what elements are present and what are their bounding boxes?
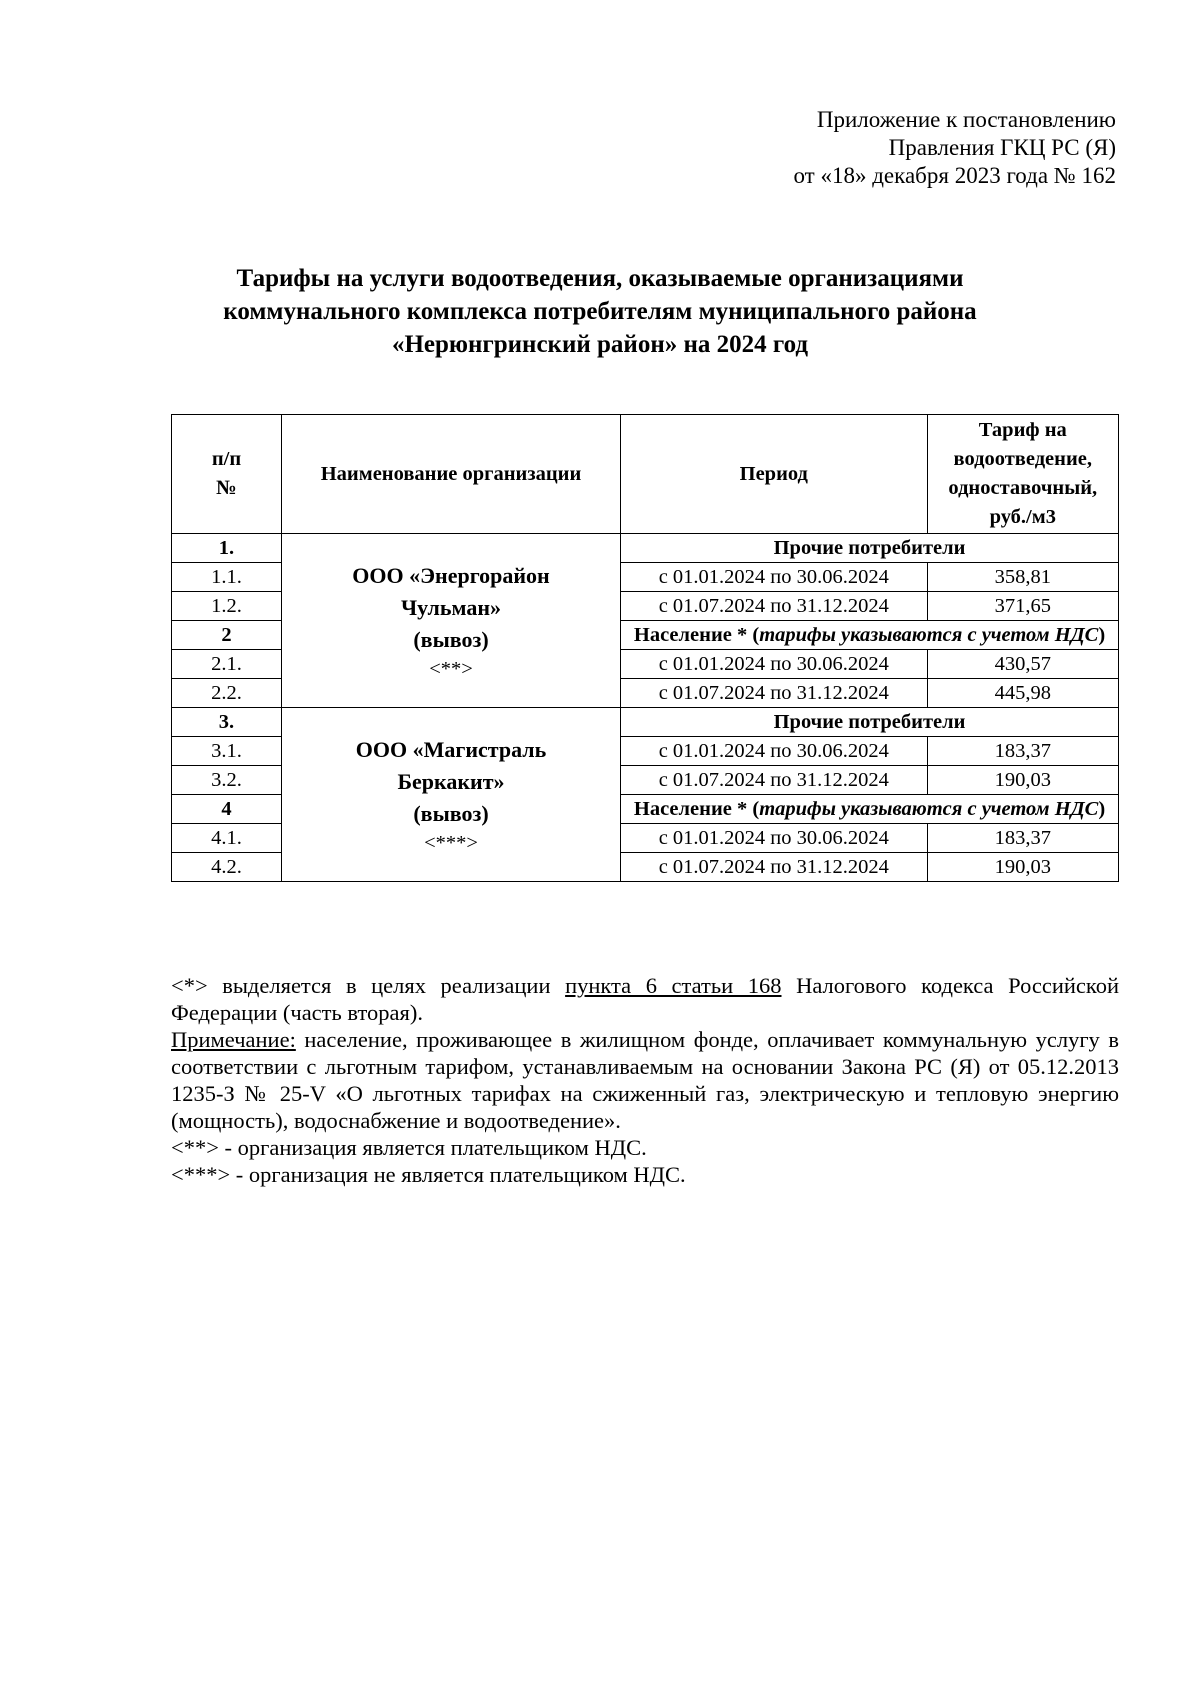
organization-vat-mark: <***> [424, 831, 478, 854]
period-cell: с 01.07.2024 по 31.12.2024 [621, 679, 928, 708]
period-cell: с 01.01.2024 по 30.06.2024 [621, 563, 928, 592]
section-heading-bold: Население * ( [633, 798, 760, 820]
period-cell: с 01.01.2024 по 30.06.2024 [621, 824, 928, 853]
appendix-header-line-2: Правления ГКЦ РС (Я) [888, 135, 1116, 160]
section-heading: Прочие потребители [621, 534, 1119, 563]
document-title [140, 262, 1060, 361]
tariff-cell: 183,37 [927, 737, 1118, 766]
table-row [172, 534, 1119, 563]
organization-cell [281, 534, 620, 708]
remark-label: Примечание: [171, 1027, 296, 1052]
appendix-header [793, 106, 1116, 190]
organization-name-line-2: Чульман» [400, 594, 502, 620]
footnote-vat-prefix: <*> выделяется в целях реализации [171, 973, 566, 998]
organization-name-line-1: ООО «Энергорайон [352, 562, 550, 588]
row-number: 2.2. [172, 679, 282, 708]
organization-name-line-3: (вывоз) [413, 800, 489, 826]
row-number: 1.2. [172, 592, 282, 621]
document-title-line-1: Тарифы на услуги водоотведения, оказываемые организациями [236, 265, 964, 292]
document-title-line-3: «Нерюнгринский район» на 2024 год [391, 331, 809, 358]
header-number-line-1: п/п [211, 448, 242, 470]
tariff-table [171, 414, 1119, 882]
organization-vat-mark: <**> [429, 657, 473, 680]
tariff-cell: 371,65 [927, 592, 1118, 621]
period-cell: с 01.07.2024 по 31.12.2024 [621, 853, 928, 882]
period-cell: с 01.07.2024 по 31.12.2024 [621, 592, 928, 621]
table-header-row [172, 415, 1119, 534]
row-number: 3.2. [172, 766, 282, 795]
header-tariff: Тариф на водоотведение, одноставочный, руб./м3 [927, 415, 1118, 534]
tariff-cell: 430,57 [927, 650, 1118, 679]
section-heading [621, 621, 1119, 650]
row-number: 3. [172, 708, 282, 737]
row-number: 2.1. [172, 650, 282, 679]
period-cell: с 01.01.2024 по 30.06.2024 [621, 650, 928, 679]
remark-text: население, проживающее в жилищном фонде, оплачивает коммунальную услугу в соответствии с льготным тарифом, устанавливаемым на основании Закона РС (Я) от 05.12.2013 1235-З № 25-V «О льготных тарифах на сжиженный газ, электрическую и тепловую энергию (мощность), водоснабжение и водоотведение». [171, 1027, 1119, 1133]
row-number: 3.1. [172, 737, 282, 766]
period-cell: с 01.01.2024 по 30.06.2024 [621, 737, 928, 766]
section-heading-italic: тарифы указываются с учетом НДС [759, 798, 1099, 820]
section-heading-italic: тарифы указываются с учетом НДС [759, 624, 1099, 646]
tax-code-link[interactable]: пункта 6 статьи 168 [565, 973, 782, 998]
row-number: 1. [172, 534, 282, 563]
organization-name-line-2: Беркакит» [397, 768, 505, 794]
row-number: 4 [172, 795, 282, 824]
appendix-header-line-1: Приложение к постановлению [816, 107, 1116, 132]
period-cell: с 01.07.2024 по 31.12.2024 [621, 766, 928, 795]
footnote-vat-nonpayer: <***> - организация не является плательщиком НДС. [171, 1162, 686, 1187]
header-organization: Наименование организации [281, 415, 620, 534]
organization-cell [281, 708, 620, 882]
row-number: 4.1. [172, 824, 282, 853]
footnote-vat [171, 972, 1119, 1026]
footnote-vat-payer: <**> - организация является плательщиком НДС. [171, 1135, 647, 1160]
organization-name-line-1: ООО «Магистраль [355, 736, 547, 762]
tariff-cell: 445,98 [927, 679, 1118, 708]
appendix-header-line-3: от «18» декабря 2023 года № 162 [793, 163, 1116, 188]
table-row [172, 708, 1119, 737]
document-title-line-2: коммунального комплекса потребителям муниципального района [223, 298, 977, 325]
section-heading [621, 795, 1119, 824]
section-heading-close: ) [1098, 624, 1106, 646]
tariff-cell: 190,03 [927, 766, 1118, 795]
footnote-remark [171, 1026, 1119, 1134]
tariff-cell: 183,37 [927, 824, 1118, 853]
section-heading: Прочие потребители [621, 708, 1119, 737]
footnote-vat-suffix: Налогового кодекса Российской Федерации (часть вторая). [171, 973, 1119, 1025]
organization-name-line-3: (вывоз) [413, 626, 489, 652]
row-number: 2 [172, 621, 282, 650]
row-number: 4.2. [172, 853, 282, 882]
footnotes [171, 972, 1119, 1188]
section-heading-close: ) [1098, 798, 1106, 820]
tariff-cell: 358,81 [927, 563, 1118, 592]
header-number [172, 415, 282, 534]
section-heading-bold: Население * ( [633, 624, 760, 646]
header-number-line-2: № [216, 477, 237, 499]
tariff-cell: 190,03 [927, 853, 1118, 882]
row-number: 1.1. [172, 563, 282, 592]
header-period: Период [621, 415, 928, 534]
